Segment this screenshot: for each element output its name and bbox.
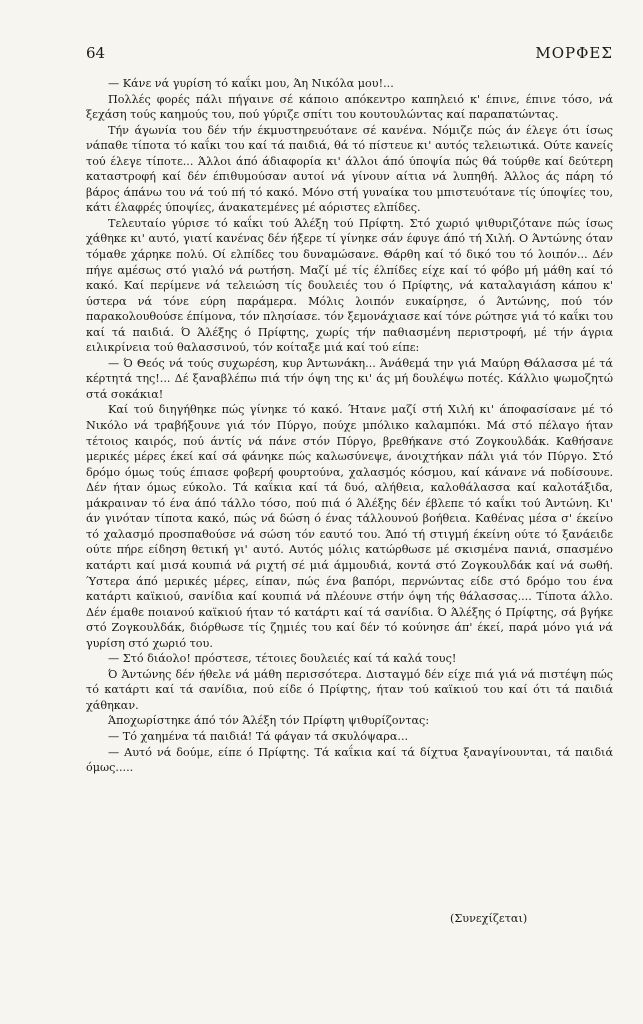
paragraph: Πολλές φορές πάλι πήγαινε σέ κάποιο απόκεντρο καπηλειό κ' έπινε, έπινε τόσο, νά ξεχάση τούς καημούς του, πού γύριζε σπίτι του κουτουλώντας καί παραπατώντας.: [86, 92, 613, 122]
paragraph: — Αυτό νά δούμε, είπε ό Πρίφτης. Τά καΐκια καί τά δίχτυα ξαναγίνουνται, τά παιδιά όμως.....: [86, 745, 613, 775]
page-header: [86, 44, 613, 68]
paragraph: — Κάνε νά γυρίση τό καΐκι μου, Άη Νικόλα μου!...: [108, 77, 394, 90]
paragraph: Άποχωρίστηκε άπό τόν Άλέξη τόν Πρίφτη ψιθυρίζοντας:: [108, 714, 430, 728]
page-number: 64: [86, 44, 106, 62]
paragraph: Τελευταίο γύρισε τό καΐκι τού Άλέξη τού Πρίφτη. Στό χωριό ψιθυριζότανε πώς ίσως χάθηκε κι' αυτό, γιατί κανένας δέν ήξερε τί γίνηκε σάν έφυγε άπό τή Χιλή. Ο Άντώνης όταν τόμαθε χάρηκε πολύ. Οί ελπίδες του δυναμώσανε. Θάρθη καί τό δικό του τό λοιπόν... Δέν πήγε αμέσως στό γιαλό νά ρωτήση. Μαζί μέ τίς έλπίδες είχε καί τό φόβο μή μάθη καί τό κακό. Καί περίμενε νά τελειώση τίς δουλειές του ό Πρίφτης, νά καταλαγιάση κάπου κ' ύστερα νά τόνε εύρη παράμερα. Μόλις λοιπόν ευκαίρησε, ό Άντώνης, πού τόν παρακολουθούσε έπίμονα, τόν πλησίασε. τόν ξεμονάχιασε καί τόνε ρώτησε γιά τό καΐκι του καί τά παιδιά. Ό Άλέξης ό Πρίφτης, χωρίς τήν παθιασμένη περιστροφή, μέ τήν άγρια ειλικρίνεια τού θαλασσινού, τόν κοίταξε μιά καί τού είπε:: [86, 216, 613, 355]
paragraph: — Τό χαημένα τά παιδιά! Τά φάγαν τά σκυλόψαρα...: [108, 729, 409, 743]
continued-note: (Συνεχίζεται): [450, 912, 528, 925]
paragraph: — Ό Θεός νά τούς συχωρέση, κυρ Άντωνάκη... Άνάθεμά την γιά Μαύρη Θάλασσα μέ τά κέρτητά της!... Δέ ξαναβλέπω πιά τήν όψη της κι' άς μή δουλέψω ποτές. Κάλλιο ψωμοζητώ στά σοκάκια!: [86, 356, 613, 401]
paragraph: Τήν άγωνία του δέν τήν έκμυστηρευότανε σέ κανένα. Νόμιζε πώς άν έλεγε ότι ίσως νάπαθε τίποτα τό καΐκι του καί τά παιδιά, θά τό πίστευε κι' αυτός τελειωτικά. Ούτε κανείς τού έλεγε τίποτε... Άλλοι άπό άδιαφορία κι' άλλοι άπό ύποψία πώς θά τούρθε καί δεύτερη καταστροφή καί δέν έπιθυμούσαν αυτοί νά γίνουν αίτια νά λυπηθή. Άλλος άς πάρη τό βάρος άπάνω του νά τού πή τό κακό. Μόνο στή γυναίκα του μπιστευότανε τίς ύποψίες του, κάτι έλαφρές ύποψίες, άνακατεμένες μέ αόριστες ελπίδες.: [86, 123, 613, 215]
paragraph: Καί τού διηγήθηκε πώς γίνηκε τό κακό. Ήτανε μαζί στή Χιλή κι' άποφασίσανε μέ τό Νικόλο νά τραβήξουνε γιά τόν Πύργο, πούχε μπόλικο καλαμπόκι. Μά στό πέλαγο ήταν τέτοιος καιρός, πού άντίς νά πάνε στόν Πύργο, βρεθήκανε στό Ζογκουλδάκ. Καθήσανε μερικές μέρες έκεί καί σά φάνηκε πώς καλωσύνεψε, άνοιχτήκαν πάλι γιά τόν Πύργο. Στό δρόμο όμως τούς έπιασε φοβερή φουρτούνα, χαλασμός κόσμου, καί κάνανε νά ποδίσουνε. Δέν ήταν όμως εύκολο. Τά καΐκια καί τά δυό, αλήθεια, καλοθάλασσα καί καλοτάξιδα, μάκραιναν τό ένα άπό τάλλο τόσο, πού πιά ό Άλέξης δέν έβλεπε τό καΐκι τού Άντώνη. Κι' άν γινόταν τίποτα κακό, πώς νά δώση ό ένας τάλλουνού βοήθεια. Καθένας μέσα σ' έκείνο τό χαλασμό προσπαθούσε νά σώση τόν εαυτό του. Άπό τή στιγμή έκείνη ούτε τό ξανάειδε ούτε πήρε είδηση θετική γι' αυτό. Αυτός μόλις κατώρθωσε μέ σκισμένα πανιά, σπασμένο κατάρτι καί μισά κουπιά νά ριχτή σέ μιά άμμουδιά, κοντά στό Ζογκουλδάκ καί νά σωθή. Ύστερα άπό μερικές μέρες, είπαν, πώς ένα βαπόρι, περνώντας είδε στό δρόμο του ένα κατάρτι καϊκιού, σανίδια καί κουπιά νά πλέουνε στήν όψη τής θάλασσας.... Τίποτα άλλο. Δέν έμαθε ποιανού καϊκιού ήταν τό κατάρτι καί τά σανίδια. Ό Άλέξης ό Πρίφτης, σά βγήκε στό Ζογκουλδάκ, διόρθωσε τίς ζημιές του καί δέν τό κούνησε άπ' έκεί, παρά μόνο γιά νά γυρίση στό χωριό του.: [86, 403, 613, 650]
paragraph: — Στό διάολο! πρόστεσε, τέτοιες δουλειές καί τά καλά τους!: [108, 652, 457, 666]
journal-title: ΜΟΡΦΕΣ: [535, 44, 613, 62]
paragraph: Ό Άντώνης δέν ήθελε νά μάθη περισσότερα. Δισταγμό δέν είχε πιά γιά νά πιστέψη πώς τό κατάρτι καί τά σανίδια, πού είδε ό Πρίφτης, ήταν τού καϊκιού του καί ότι τά παιδιά χάθηκαν.: [86, 667, 613, 712]
article-body: [86, 76, 613, 776]
